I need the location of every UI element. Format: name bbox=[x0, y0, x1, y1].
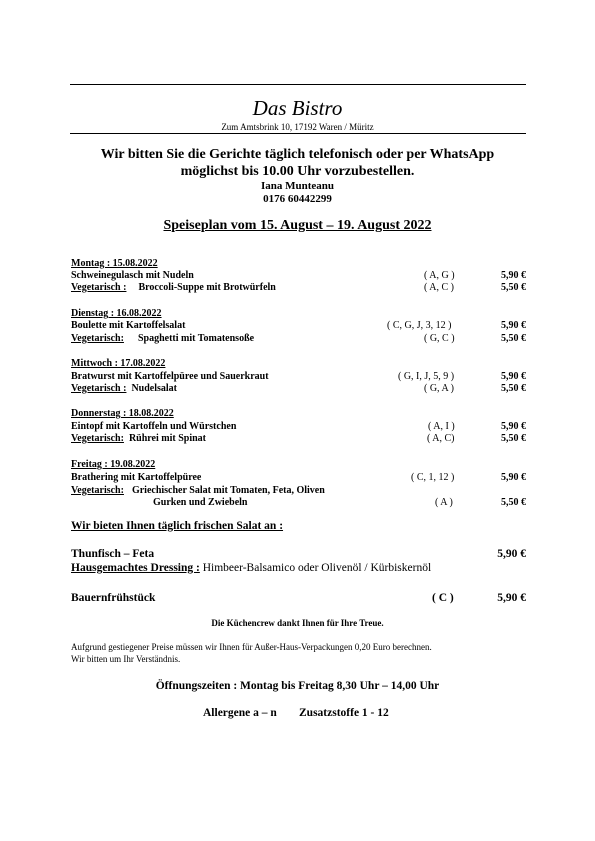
veg-dish: Rührei mit Spinat bbox=[128, 433, 207, 444]
veg-dish: Spaghetti mit Tomatensoße bbox=[137, 333, 255, 344]
allergen-codes: ( A, I ) bbox=[428, 421, 455, 432]
dish-price: 5,90 € bbox=[501, 371, 526, 382]
allergens-info: Allergene a – n bbox=[203, 707, 277, 719]
salad-item: Thunfisch – Feta bbox=[71, 548, 155, 560]
veg-row bbox=[71, 282, 527, 296]
dish-name: Boulette mit Kartoffelsalat bbox=[71, 320, 186, 331]
allergen-codes: ( G, C ) bbox=[424, 333, 455, 344]
dish-name: Brathering mit Kartoffelpüree bbox=[71, 472, 202, 483]
restaurant-address: Zum Amtsbrink 10, 17192 Waren / Müritz bbox=[221, 122, 374, 132]
veg-row-continued bbox=[71, 497, 527, 511]
veg-label: Vegetarisch : bbox=[71, 282, 127, 293]
intro-line-1: Wir bitten Sie die Gerichte täglich telefonisch oder per WhatsApp bbox=[100, 147, 495, 162]
day-heading: Donnerstag : 18.08.2022 bbox=[71, 408, 174, 419]
day-heading: Mittwoch : 17.08.2022 bbox=[71, 358, 166, 369]
veg-label: Vegetarisch: bbox=[71, 433, 124, 444]
allergen-codes: ( C, G, J, 3, 12 ) bbox=[387, 320, 452, 331]
veg-dish: Broccoli-Suppe mit Brotwürfeln bbox=[138, 282, 276, 293]
allergen-codes: ( A ) bbox=[435, 497, 453, 508]
allergen-codes: ( G, A ) bbox=[424, 383, 454, 394]
dish-row bbox=[71, 320, 527, 334]
veg-price: 5,50 € bbox=[501, 433, 526, 444]
veg-price: 5,50 € bbox=[501, 497, 526, 508]
plan-title: Speiseplan vom 15. August – 19. August 2022 bbox=[163, 218, 432, 233]
dressing-label: Hausgemachtes Dressing : bbox=[71, 562, 200, 574]
allergen-codes: ( G, I, J, 5, 9 ) bbox=[398, 371, 455, 382]
veg-label: Vegetarisch: bbox=[71, 485, 124, 496]
veg-dish: Griechischer Salat mit Tomaten, Feta, Oliven bbox=[131, 485, 325, 496]
day-heading: Dienstag : 16.08.2022 bbox=[71, 308, 162, 319]
veg-dish: Nudelsalat bbox=[131, 383, 178, 394]
day-heading: Montag : 15.08.2022 bbox=[71, 258, 158, 269]
allergen-codes: ( A, C) bbox=[427, 433, 455, 444]
veg-row bbox=[71, 433, 527, 447]
additives-info: Zusatzstoffe 1 - 12 bbox=[299, 707, 389, 719]
opening-hours: Öffnungszeiten : Montag bis Freitag 8,30 Uhr – 14,00 Uhr bbox=[155, 680, 440, 692]
allergen-codes: ( A, G ) bbox=[424, 270, 455, 281]
top-rule bbox=[70, 84, 526, 85]
packaging-notice-2: Wir bitten um Ihr Verständnis. bbox=[71, 654, 181, 664]
veg-price: 5,50 € bbox=[501, 383, 526, 394]
extra-dish-name: Bauernfrühstück bbox=[71, 592, 156, 604]
veg-label: Vegetarisch : bbox=[71, 383, 127, 394]
header-rule bbox=[70, 133, 526, 134]
restaurant-title: Das Bistro bbox=[252, 96, 343, 120]
veg-row bbox=[71, 383, 527, 397]
veg-price: 5,50 € bbox=[501, 282, 526, 293]
thanks-note: Die Küchencrew dankt Ihnen für Ihre Treue. bbox=[211, 618, 384, 628]
veg-dish-line-2: Gurken und Zwiebeln bbox=[153, 497, 248, 508]
dressing-text: Himbeer-Balsamico oder Olivenöl / Kürbiskernöl bbox=[202, 562, 432, 574]
veg-row bbox=[71, 333, 527, 347]
allergen-codes: ( C, 1, 12 ) bbox=[411, 472, 455, 483]
salad-price: 5,90 € bbox=[497, 548, 526, 560]
intro-line-2: möglichst bis 10.00 Uhr vorzubestellen. bbox=[180, 164, 415, 179]
dish-price: 5,90 € bbox=[501, 472, 526, 483]
salad-heading: Wir bieten Ihnen täglich frischen Salat an : bbox=[71, 520, 284, 532]
dish-name: Eintopf mit Kartoffeln und Würstchen bbox=[71, 421, 237, 432]
day-heading: Freitag : 19.08.2022 bbox=[71, 459, 156, 470]
dish-name: Schweinegulasch mit Nudeln bbox=[71, 270, 194, 281]
veg-price: 5,50 € bbox=[501, 333, 526, 344]
extra-dish-allergens: ( C ) bbox=[432, 592, 454, 604]
dressing-line bbox=[71, 562, 431, 574]
dish-name: Bratwurst mit Kartoffelpüree und Sauerkraut bbox=[71, 371, 269, 382]
dish-price: 5,90 € bbox=[501, 320, 526, 331]
extra-dish-price: 5,90 € bbox=[497, 592, 526, 604]
contact-name: Iana Munteanu bbox=[260, 180, 335, 192]
contact-phone: 0176 60442299 bbox=[263, 193, 332, 205]
dish-price: 5,90 € bbox=[501, 421, 526, 432]
allergen-codes: ( A, C ) bbox=[424, 282, 454, 293]
dish-price: 5,90 € bbox=[501, 270, 526, 281]
dish-row bbox=[71, 472, 527, 486]
veg-label: Vegetarisch: bbox=[71, 333, 124, 344]
packaging-notice: Aufgrund gestiegener Preise müssen wir Ihnen für Außer-Haus-Verpackungen 0,20 Euro berechnen. bbox=[71, 642, 432, 652]
